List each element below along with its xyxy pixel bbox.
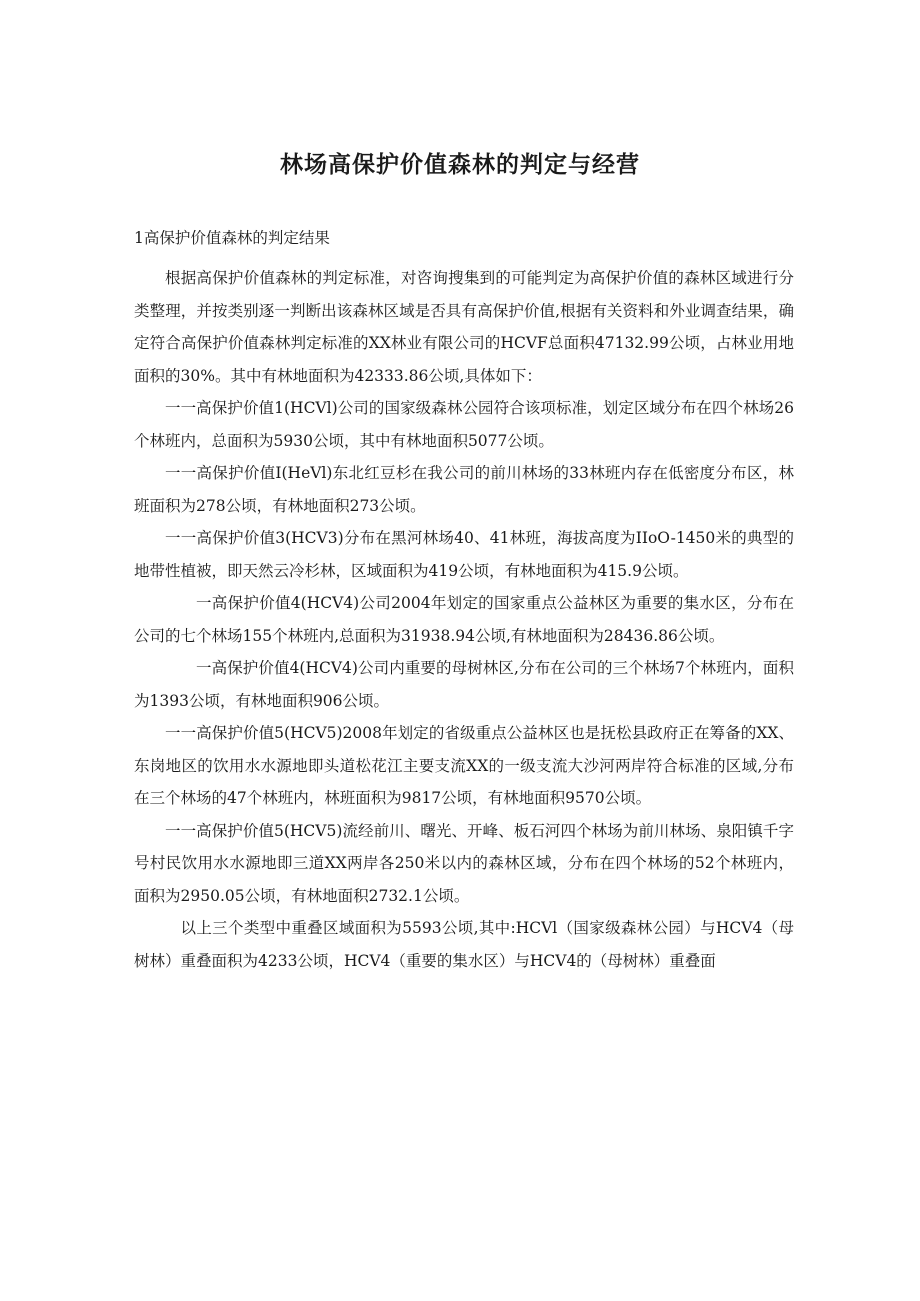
paragraph-hcv1-yew: 一一高保护价值I(HeVl)东北红豆杉在我公司的前川林场的33林班内存在低密度分布区，林班面积为278公顷，有林地面积273公顷。 [134, 464, 794, 515]
section-heading: 1高保护价值森林的判定结果 [134, 229, 330, 247]
paragraph-hcv1-forest-park: 一一高保护价值1(HCVl)公司的国家级森林公园符合该项标准，划定区域分布在四个林场26个林班内，总面积为5930公顷，其中有林地面积5077公顷。 [134, 399, 794, 450]
document-title: 林场高保护价值森林的判定与经营 [280, 152, 640, 178]
paragraph-overlap: 以上三个类型中重叠区域面积为5593公顷,其中:HCVl（国家级森林公园）与HCV4（母树林）重叠面积为4233公顷，HCV4（重要的集水区）与HCV4的（母树林）重叠面 [134, 919, 794, 970]
paragraph-hcv5-dashahe: 一一高保护价值5(HCV5)2008年划定的省级重点公益林区也是抚松县政府正在筹备的XX、东岗地区的饮用水水源地即头道松花江主要支流XX的一级支流大沙河两岸符合标准的区域,分布在三个林场的47个林班内，林班面积为9817公顷，有林地面积9570公顷。 [134, 724, 794, 807]
paragraph-intro: 根据高保护价值森林的判定标准，对咨询搜集到的可能判定为高保护价值的森林区域进行分类整理，并按类别逐一判断出该森林区域是否具有高保护价值,根据有关资料和外业调查结果，确定符合高保护价值森林判定标准的XX林业有限公司的HCVF总面积47132.99公顷，占林业用地面积的30%。其中有林地面积为42333.86公顷,具体如下： [134, 269, 794, 385]
paragraph-hcv3: 一一高保护价值3(HCV3)分布在黑河林场40、41林班，海拔高度为IIoO-1450米的典型的地带性植被，即天然云冷杉林，区域面积为419公顷，有林地面积为415.9公顷。 [134, 529, 794, 580]
paragraph-hcv4-catchment: 一高保护价值4(HCV4)公司2004年划定的国家重点公益林区为重要的集水区，分布在公司的七个林场155个林班内,总面积为31938.94公顷,有林地面积为28436.86公顷。 [134, 594, 794, 645]
paragraph-hcv5-water-source: 一一高保护价值5(HCV5)流经前川、曙光、开峰、板石河四个林场为前川林场、泉阳镇千字号村民饮用水水源地即三道XX两岸各250米以内的森林区域，分布在四个林场的52个林班内，面积为2950.05公顷，有林地面积2732.1公顷。 [134, 821, 794, 905]
paragraph-hcv4-seed-forest: 一高保护价值4(HCV4)公司内重要的母树林区,分布在公司的三个林场7个林班内，面积为1393公顷，有林地面积906公顷。 [134, 659, 794, 710]
document-body [134, 262, 794, 977]
